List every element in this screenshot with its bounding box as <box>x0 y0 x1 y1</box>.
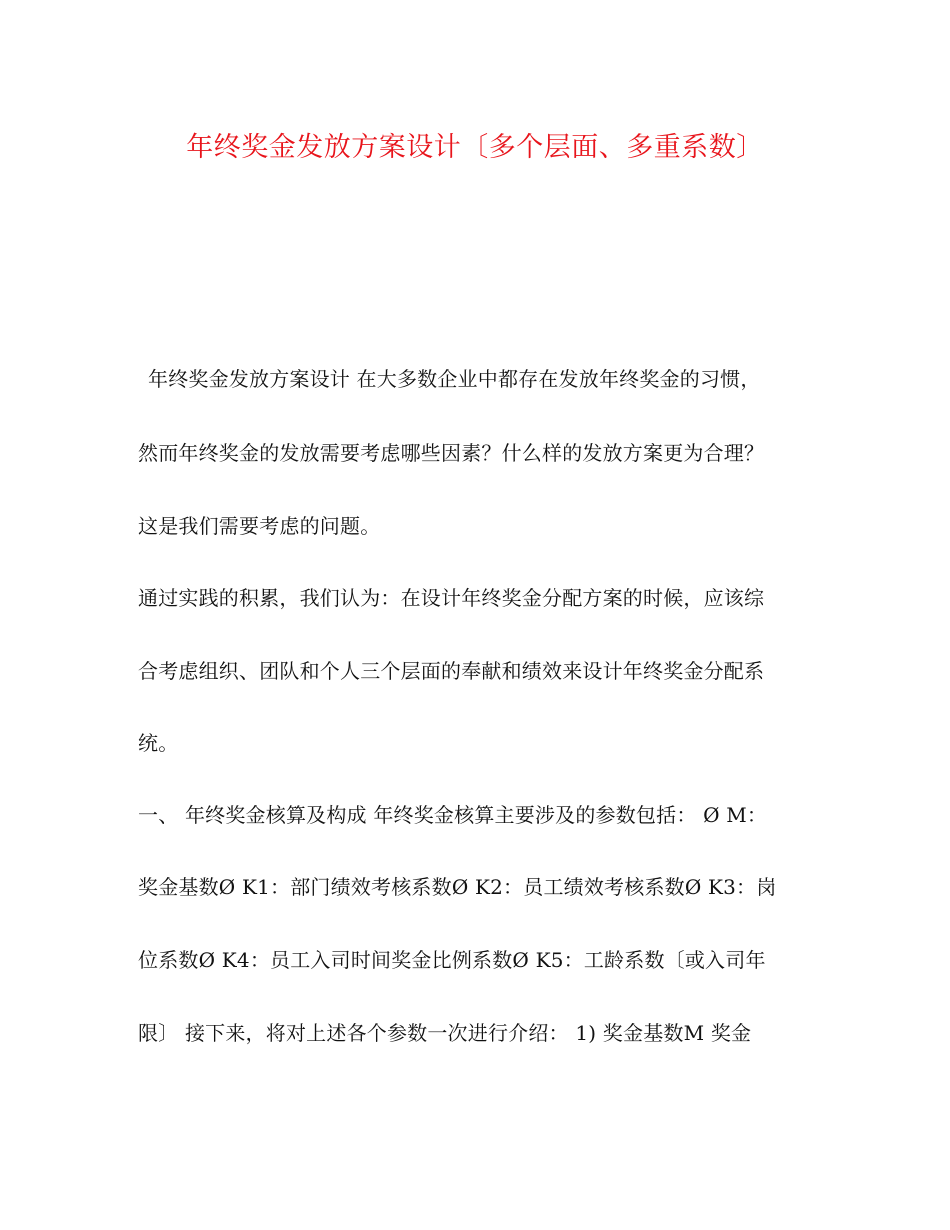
paragraph-line-8: 奖金基数Ø K1：部门绩效考核系数Ø K2：员工绩效考核系数Ø K3：岗 <box>138 875 777 899</box>
document-title: 年终奖金发放方案设计〔多个层面、多重系数〕 <box>186 132 764 163</box>
paragraph-line-5: 合考虑组织、团队和个人三个层面的奉献和绩效来设计年终奖金分配系 <box>138 659 765 683</box>
paragraph-line-1: 年终奖金发放方案设计 在大多数企业中都存在发放年终奖金的习惯， <box>148 367 761 391</box>
paragraph-line-4: 通过实践的积累，我们认为：在设计年终奖金分配方案的时候，应该综 <box>138 586 765 610</box>
paragraph-line-6: 统。 <box>138 731 179 755</box>
paragraph-line-3: 这是我们需要考虑的问题。 <box>138 514 381 538</box>
paragraph-line-2: 然而年终奖金的发放需要考虑哪些因素？什么样的发放方案更为合理？ <box>138 441 765 465</box>
paragraph-line-7: 一、 年终奖金核算及构成 年终奖金核算主要涉及的参数包括： Ø M： <box>138 803 768 827</box>
paragraph-line-10: 限〕 接下来，将对上述各个参数一次进行介绍： 1) 奖金基数M 奖金 <box>138 1021 752 1045</box>
paragraph-line-9: 位系数Ø K4：员工入司时间奖金比例系数Ø K5：工龄系数〔或入司年 <box>138 948 766 972</box>
